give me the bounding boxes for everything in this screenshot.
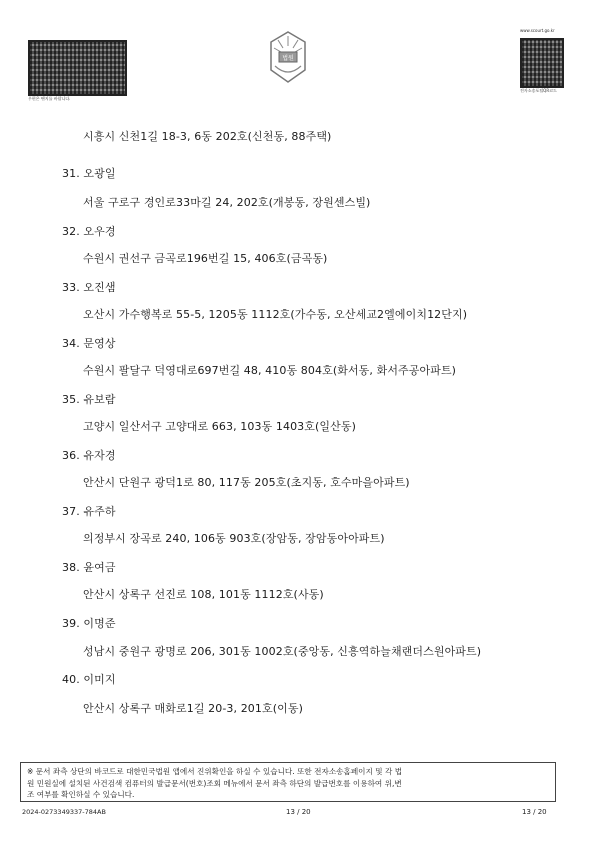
entry-address: 오산시 가수행복로 55-5, 1205동 1112호(가수동, 오산세교2엘에이치12단지) — [83, 308, 468, 321]
court-seal-icon — [267, 30, 309, 84]
entry-name: 39. 이명준 — [62, 617, 116, 630]
entry-name: 31. 오광일 — [62, 167, 116, 180]
entry-address: 의정부시 장곡로 240, 106동 903호(장암동, 장암동아아파트) — [83, 532, 385, 545]
entry-address: 수원시 팔달구 덕영대로697번길 48, 410동 804호(화서동, 화서주공아파트) — [83, 364, 457, 377]
entry-name: 35. 유보람 — [62, 393, 116, 406]
entry-name: 38. 윤여금 — [62, 561, 116, 574]
entry-name: 32. 오우경 — [62, 225, 116, 238]
qr-code-right — [520, 38, 564, 88]
entry-name: 36. 유자경 — [62, 449, 116, 462]
entry-name: 34. 문영상 — [62, 337, 116, 350]
entry-name: 33. 오진샘 — [62, 281, 116, 294]
notice-line: 원 민원실에 설치된 사건검색 컴퓨터의 발급문서(번호)조회 메뉴에서 문서 좌측 하단의 발급번호를 이용하여 위,변 — [27, 778, 402, 788]
entry-name: 37. 유주하 — [62, 505, 116, 518]
entry-address: 서울 구로구 경인로33마길 24, 202호(개봉동, 장원센스빌) — [83, 196, 371, 209]
page-number: 13 / 20 — [286, 808, 311, 816]
barcode-caption: 우편은 팬지를 바랍니다. — [28, 96, 71, 101]
entry-address: 안산시 단원구 광덕1로 80, 117동 205호(초지동, 호수마을아파트) — [83, 476, 410, 489]
barcode-left — [28, 40, 127, 96]
site-url: www.scourt.go.kr — [520, 28, 555, 33]
entry-address: 수원시 권선구 금곡로196번길 15, 406호(금곡동) — [83, 252, 328, 265]
qr-caption: 전자소송포털QR코드 — [520, 88, 557, 93]
entry-address: 성남시 중원구 광명로 206, 301동 1002호(중앙동, 신흥역하늘채랜더스원아파트) — [83, 645, 482, 658]
entry-address: 고양시 일산서구 고양대로 663, 103동 1403호(일산동) — [83, 420, 356, 433]
issue-number: 2024-0273349337-784AB — [22, 808, 106, 816]
entry-address: 시흥시 신천1길 18-3, 6동 202호(신천동, 88주택) — [83, 130, 332, 143]
page-number-right: 13 / 20 — [522, 808, 547, 816]
seal-label: 법원 — [282, 55, 294, 62]
entry-name: 40. 이미지 — [62, 673, 116, 686]
verification-notice — [20, 762, 556, 802]
notice-line: ※ 문서 좌측 상단의 바코드로 대한민국법원 앱에서 진위확인을 하실 수 있습니다. 또한 전자소송홈페이지 및 각 법 — [27, 767, 403, 776]
entry-address: 안산시 상록구 매화로1길 20-3, 201호(이동) — [83, 702, 303, 715]
notice-line: 조 여부를 확인하실 수 있습니다. — [27, 790, 135, 799]
entry-address: 안산시 상록구 선진로 108, 101동 1112호(사동) — [83, 588, 324, 601]
